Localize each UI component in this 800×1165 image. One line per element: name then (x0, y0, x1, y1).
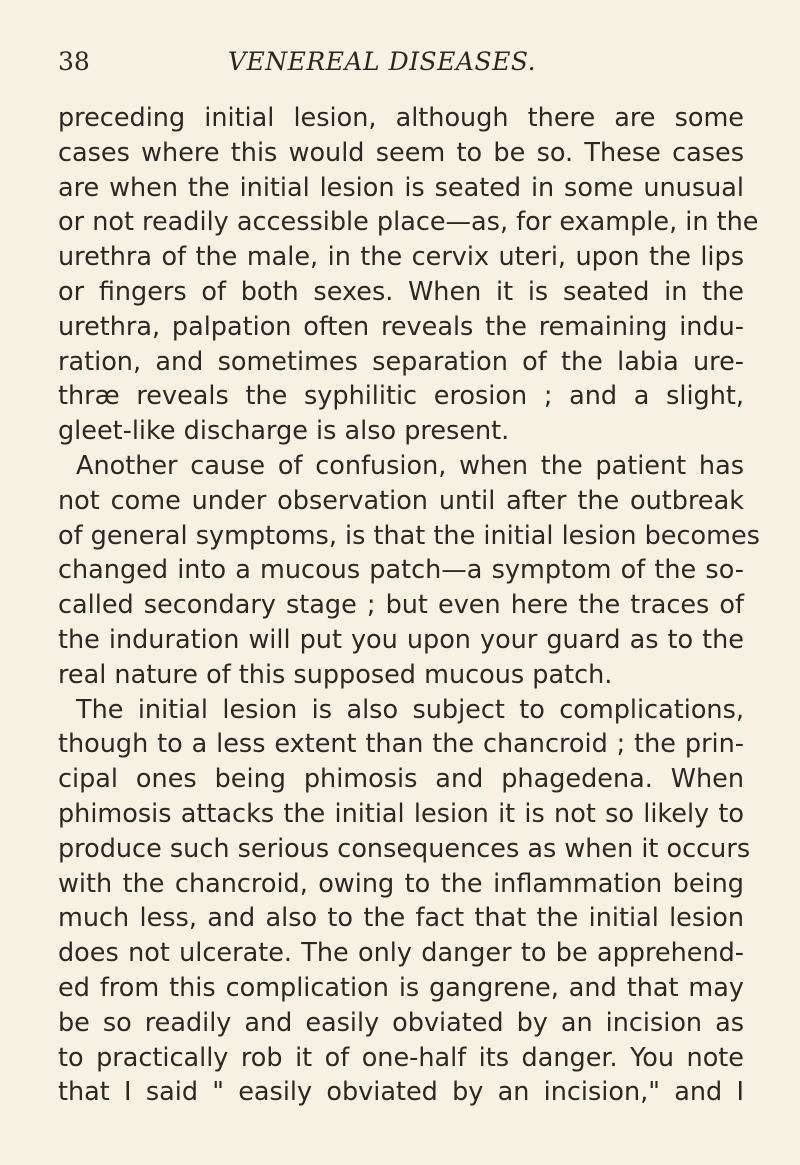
text-line: the induration will put you upon your guard as to the (58, 624, 744, 655)
text-line: though to a less extent than the chancroid ; the prin- (58, 729, 744, 760)
text-line: much less, and also to the fact that the initial lesion (58, 903, 744, 934)
text-line: changed into a mucous patch—a symptom of the so- (58, 555, 744, 586)
text-line: cipal ones being phimosis and phagedena. When (58, 764, 744, 795)
text-line: of general symptoms, is that the initial lesion becomes (58, 520, 760, 551)
text-line: or not readily accessible place—as, for example, in the (58, 207, 759, 238)
text-line: thræ reveals the syphilitic erosion ; and a slight, (58, 381, 744, 412)
text-line: gleet-like discharge is also present. (58, 416, 510, 447)
running-title: VENEREAL DISEASES. (228, 47, 537, 76)
text-line: urethra, palpation often reveals the remaining indu- (58, 311, 744, 342)
text-line: phimosis attacks the initial lesion it is not so likely to (58, 798, 744, 829)
text-line: The initial lesion is also subject to complications, (76, 694, 744, 725)
page-number: 38 (58, 47, 90, 76)
text-line: with the chancroid, owing to the inflammation being (58, 868, 744, 899)
text-line: that I said " easily obviated by an incision," and I (58, 1077, 744, 1108)
text-line: real nature of this supposed mucous patch. (58, 659, 613, 690)
text-line: does not ulcerate. The only danger to be apprehend- (58, 938, 744, 969)
text-line: ration, and sometimes separation of the labia ure- (58, 346, 744, 377)
text-line: urethra of the male, in the cervix uteri, upon the lips (58, 242, 744, 273)
text-line: are when the initial lesion is seated in some unusual (58, 172, 744, 203)
text-line: to practically rob it of one-half its danger. You note (58, 1042, 744, 1073)
text-line: cases where this would seem to be so. These cases (58, 137, 744, 168)
text-line: be so readily and easily obviated by an incision as (58, 1007, 744, 1038)
text-line: Another cause of confusion, when the patient has (76, 450, 744, 481)
text-line: called secondary stage ; but even here the traces of (58, 590, 744, 621)
text-line: ed from this complication is gangrene, and that may (58, 972, 744, 1003)
text-line: produce such serious consequences as when it occurs (58, 833, 751, 864)
page-header (58, 47, 738, 87)
text-line: preceding initial lesion, although there are some (58, 103, 744, 133)
text-line: not come under observation until after the outbreak (58, 485, 744, 516)
text-line: or fingers of both sexes. When it is seated in the (58, 276, 744, 307)
body-text (58, 101, 760, 1110)
